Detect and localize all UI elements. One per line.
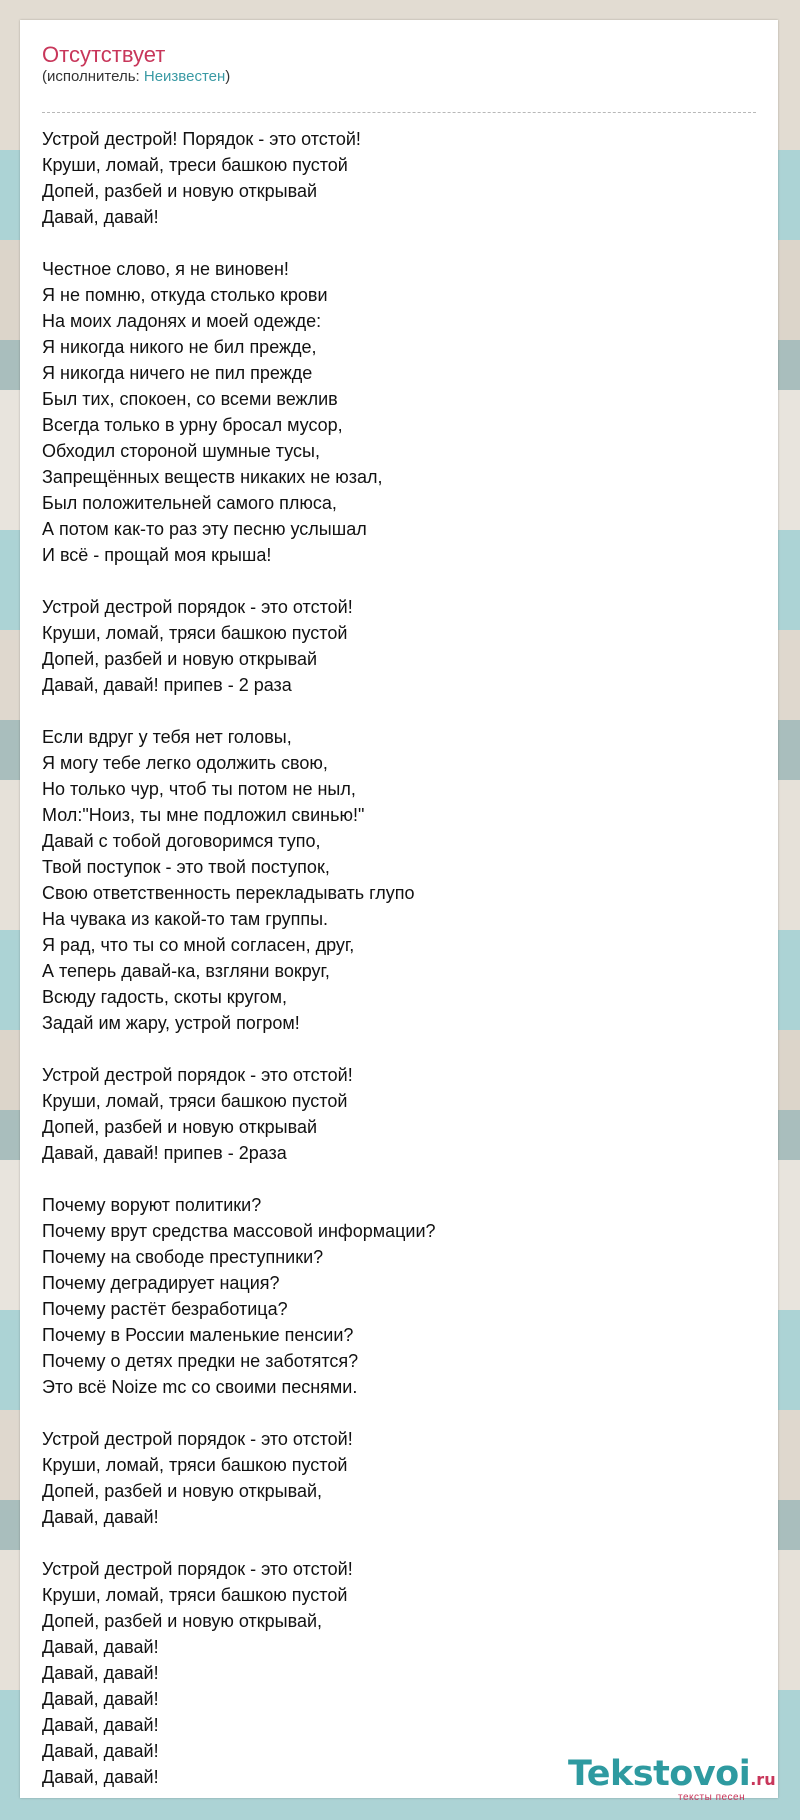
lyric-blank-line <box>42 568 756 594</box>
song-title: Отсутствует <box>42 42 166 67</box>
lyric-blank-line <box>42 698 756 724</box>
artist-line <box>42 68 756 86</box>
lyric-line: Твой поступок - это твой поступок, <box>42 857 330 877</box>
lyric-blank-line <box>42 1166 756 1192</box>
lyric-line: Давай, давай! <box>42 207 159 227</box>
lyric-line: Я рад, что ты со мной согласен, друг, <box>42 935 355 955</box>
lyric-line: Мол:"Нoиз, ты мне подложил свинью!" <box>42 805 365 825</box>
lyric-blank-line <box>42 1400 756 1426</box>
lyric-line: Устрой дестрой! Порядок - это отстой! <box>42 129 361 149</box>
lyric-line: Это всё Noize mc со своими песнями. <box>42 1377 358 1397</box>
lyric-line: Устрой дестрой порядок - это отстой! <box>42 1065 353 1085</box>
lyric-line: Круши, ломай, тряси башкою пустой <box>42 1585 348 1605</box>
lyric-line: Давай, давай! <box>42 1767 159 1787</box>
lyric-blank-line <box>42 1530 756 1556</box>
lyric-line: Устрой дестрой порядок - это отстой! <box>42 1429 353 1449</box>
lyric-line: Почему на свободе преступники? <box>42 1247 324 1267</box>
lyric-line: Всегда только в урну бросал мусор, <box>42 415 343 435</box>
lyric-line: Давай, давай! припев - 2раза <box>42 1143 287 1163</box>
lyric-line: Допей, разбей и новую открывай, <box>42 1481 323 1501</box>
lyric-line: Допей, разбей и новую открывай <box>42 649 318 669</box>
lyric-line: Был положительней самого плюса, <box>42 493 337 513</box>
song-header <box>42 42 756 86</box>
artist-link[interactable]: Неизвестен <box>143 68 226 85</box>
lyric-line: Обходил стороной шумные тусы, <box>42 441 320 461</box>
artist-prefix: (исполнитель: <box>42 68 144 85</box>
lyric-line: Я не помню, откуда столько крови <box>42 285 328 305</box>
lyrics-text <box>42 126 756 1790</box>
lyric-line: Честное слово, я не виновен! <box>42 259 289 279</box>
lyric-line: Я могу тебе легко одолжить свою, <box>42 753 328 773</box>
lyric-line: Круши, ломай, треси башкою пустой <box>42 155 348 175</box>
lyric-line: Круши, ломай, тряси башкою пустой <box>42 1091 348 1111</box>
lyric-line: Давай с тобой договоримся тупо, <box>42 831 321 851</box>
lyric-line: Почему в России маленькие пенсии? <box>42 1325 354 1345</box>
lyric-line: Запрещённых веществ никаких не юзал, <box>42 467 383 487</box>
lyric-line: И всё - прощай моя крыша! <box>42 545 272 565</box>
artist-suffix: ) <box>225 68 231 85</box>
lyric-line: Всюду гадость, скоты кругом, <box>42 987 288 1007</box>
lyric-line: Почему воруют политики? <box>42 1195 262 1215</box>
lyric-line: А теперь давай-ка, взгляни вокруг, <box>42 961 330 981</box>
lyric-line: Почему деградирует нация? <box>42 1273 280 1293</box>
lyric-line: Допей, разбей и новую открывай <box>42 181 318 201</box>
lyric-line: Задай им жару, устрой погром! <box>42 1013 300 1033</box>
lyric-line: Почему растёт безработица? <box>42 1299 288 1319</box>
lyric-line: Давай, давай! <box>42 1741 159 1761</box>
lyric-line: А потом как-то раз эту песню услышал <box>42 519 367 539</box>
lyric-line: Давай, давай! <box>42 1663 159 1683</box>
lyric-line: Почему о детях предки не заботятся? <box>42 1351 359 1371</box>
lyric-line: Свою ответственность перекладывать глупо <box>42 883 415 903</box>
lyric-line: Устрой дестрой порядок - это отстой! <box>42 597 353 617</box>
lyric-line: Допей, разбей и новую открывай <box>42 1117 318 1137</box>
logo-tagline: тексты песен <box>678 1792 746 1803</box>
lyrics-card <box>20 20 778 1803</box>
logo-domain-suffix: .ru <box>750 1770 776 1789</box>
lyric-line: Давай, давай! <box>42 1689 159 1709</box>
lyric-line: Почему врут средства массовой информации? <box>42 1221 436 1241</box>
lyric-line: Давай, давай! припев - 2 раза <box>42 675 292 695</box>
lyric-blank-line <box>42 230 756 256</box>
header-divider <box>42 112 756 113</box>
site-logo[interactable] <box>568 1756 788 1804</box>
lyric-line: Давай, давай! <box>42 1715 159 1735</box>
lyric-line: На чувака из какой-то там группы. <box>42 909 329 929</box>
lyric-line: Я никогда ничего не пил прежде <box>42 363 313 383</box>
lyric-line: Допей, разбей и новую открывай, <box>42 1611 323 1631</box>
lyric-line: Но только чур, чтоб ты потом не ныл, <box>42 779 356 799</box>
logo-wordmark: Tekstovoi <box>568 1754 751 1794</box>
lyric-line: Круши, ломай, тряси башкою пустой <box>42 623 348 643</box>
lyric-blank-line <box>42 1036 756 1062</box>
lyric-line: Давай, давай! <box>42 1507 159 1527</box>
lyric-line: Устрой дестрой порядок - это отстой! <box>42 1559 353 1579</box>
lyric-line: Был тих, спокоен, со всеми вежлив <box>42 389 338 409</box>
lyric-line: Круши, ломай, тряси башкою пустой <box>42 1455 348 1475</box>
lyric-line: Я никогда никого не бил прежде, <box>42 337 317 357</box>
lyric-line: Давай, давай! <box>42 1637 159 1657</box>
lyric-line: На моих ладонях и моей одежде: <box>42 311 322 331</box>
lyric-line: Если вдруг у тебя нет головы, <box>42 727 292 747</box>
